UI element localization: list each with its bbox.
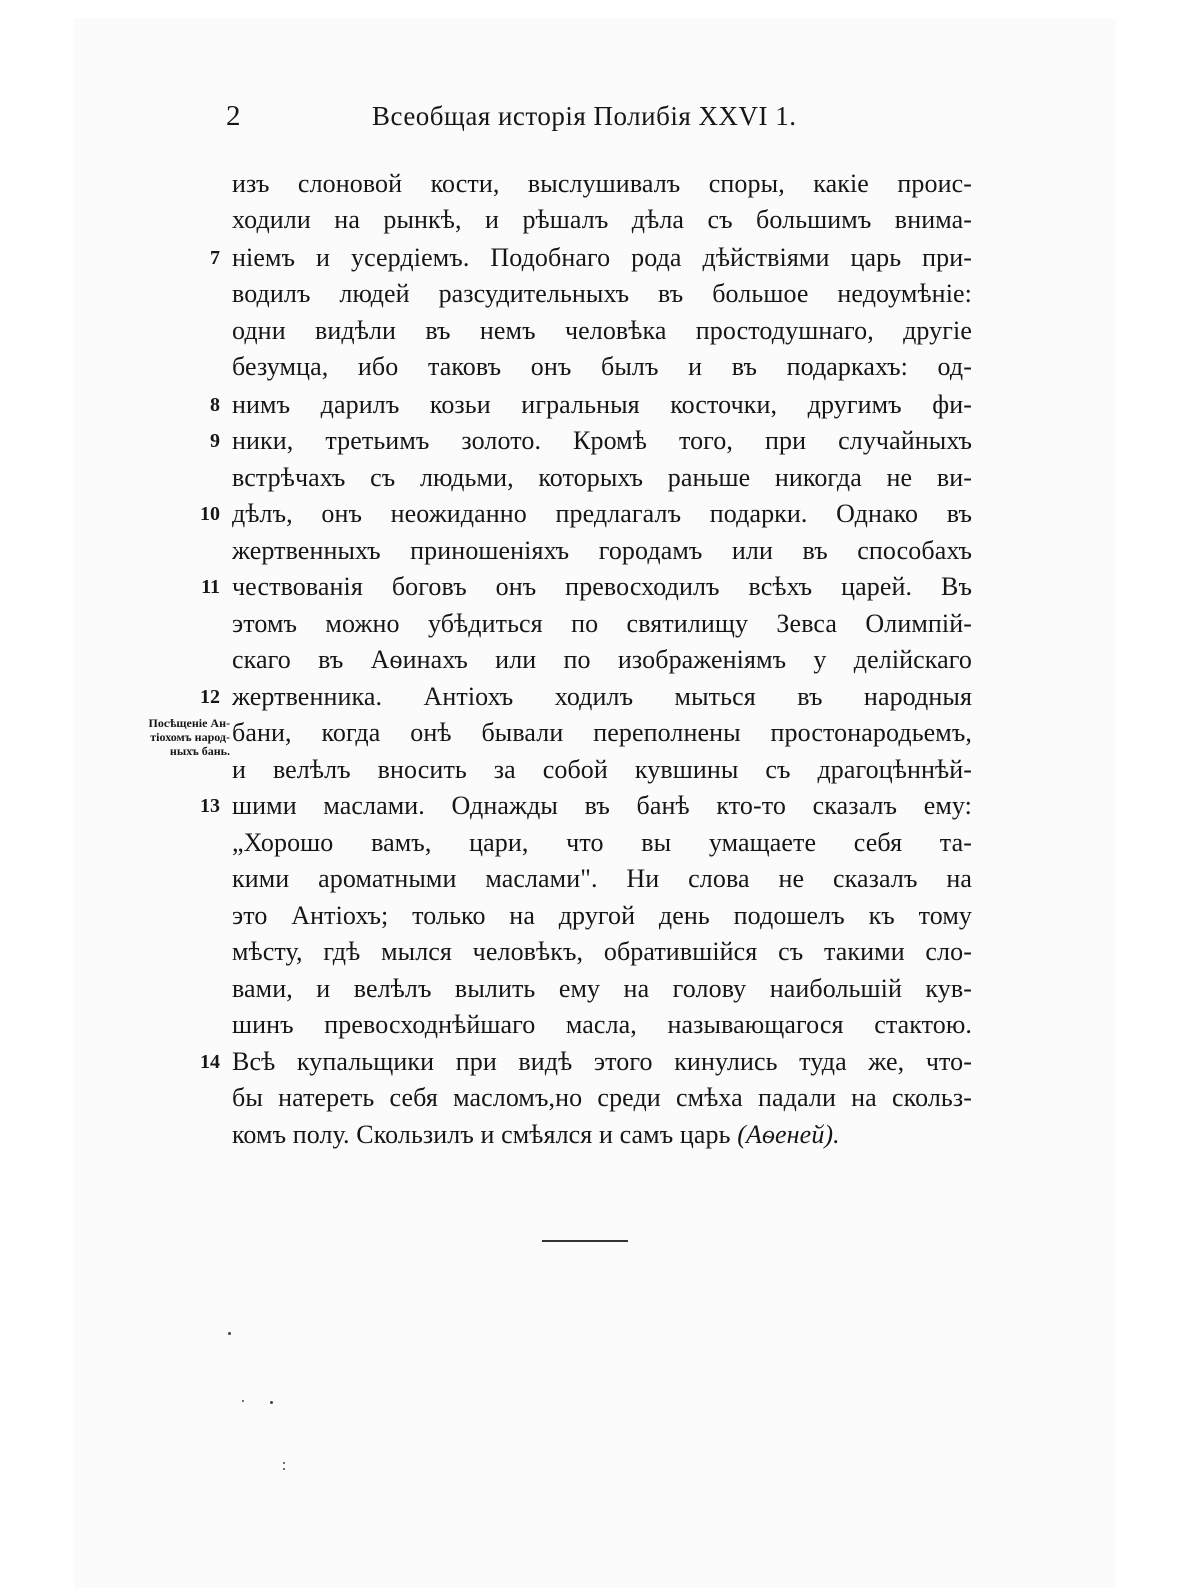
- scan-speck: [270, 1401, 273, 1404]
- text-line: одни видѣли въ немъ человѣка простодушнаго, другіе: [232, 316, 972, 345]
- text-line: шими маслами. Однажды въ банѣ кто-то сказалъ ему:: [232, 791, 972, 820]
- text-line: чествованія боговъ онъ превосходилъ всѣхъ царей. Въ: [232, 572, 972, 601]
- text-line: „Хорошо вамъ, цари, что вы умащаете себя та-: [232, 828, 972, 857]
- margin-note-line: тіохомъ народ-: [150, 730, 230, 744]
- text-line: ніемъ и усердіемъ. Подобнаго рода дѣйствіями царь при-: [232, 243, 972, 272]
- text-line: ходили на рынкѣ, и рѣшалъ дѣла съ большимъ внима-: [232, 205, 972, 234]
- text-line: жертвенныхъ приношеніяхъ городамъ или въ способахъ: [232, 536, 972, 565]
- page-number: 2: [226, 100, 241, 132]
- text-line: и велѣлъ вносить за собой кувшины съ драгоцѣннѣй-: [232, 755, 972, 784]
- end-separator: [542, 1240, 628, 1242]
- text-line: кими ароматными маслами". Ни слова не сказалъ на: [232, 864, 972, 893]
- scan-speck: [228, 1332, 231, 1335]
- margin-note-line: ныхъ бань.: [169, 744, 230, 758]
- text-line-content: комъ полу. Скользилъ и смѣялся и самъ царь: [232, 1120, 731, 1149]
- text-line: изъ слоновой кости, выслушивалъ споры, какіе проис-: [232, 169, 972, 198]
- scan-speck: [283, 1462, 285, 1464]
- text-line: бы натереть себя масломъ,но среди смѣха падали на скольз-: [232, 1083, 972, 1112]
- text-line-last: [232, 1115, 972, 1155]
- margin-note-line: Посѣщеніе Ан-: [148, 716, 230, 730]
- text-line: безумца, ибо таковъ онъ былъ и въ подаркахъ: од-: [232, 352, 972, 381]
- text-line: нимъ дарилъ козьи игральныя косточки, другимъ фи-: [232, 390, 972, 419]
- verse-number: 7: [210, 247, 220, 269]
- text-line: ники, третьимъ золото. Кромѣ того, при случайныхъ: [232, 426, 972, 455]
- verse-number: 13: [200, 795, 220, 817]
- verse-number: 14: [200, 1051, 220, 1073]
- text-line: скаго въ Аѳинахъ или по изображеніямъ у делійскаго: [232, 645, 972, 674]
- verse-number: 11: [201, 576, 220, 598]
- verse-number: 8: [210, 394, 220, 416]
- text-line: жертвенника. Антіохъ ходилъ мыться въ народныя: [232, 682, 972, 711]
- text-line: это Антіохъ; только на другой день подошелъ къ тому: [232, 901, 972, 930]
- verse-number: 12: [200, 686, 220, 708]
- running-title: Всеобщая исторія Полибія XXVI 1.: [372, 101, 797, 131]
- page-header: [0, 96, 1191, 136]
- scan-speck: [242, 1400, 244, 1402]
- verse-number: 9: [210, 430, 220, 452]
- source-attribution: (Аѳеней).: [737, 1120, 840, 1149]
- text-line: шинъ превосходнѣйшаго масла, называющагося стактою.: [232, 1010, 972, 1039]
- verse-number: 10: [200, 503, 220, 525]
- text-line: Всѣ купальщики при видѣ этого кинулись туда же, что-: [232, 1047, 972, 1076]
- margin-note: [108, 716, 230, 758]
- text-line: дѣлъ, онъ неожиданно предлагалъ подарки. Однако въ: [232, 499, 972, 528]
- text-line: этомъ можно убѣдиться по святилищу Зевса Олимпій-: [232, 609, 972, 638]
- text-line: вами, и велѣлъ вылить ему на голову наибольшій кув-: [232, 974, 972, 1003]
- text-line: мѣсту, гдѣ мылся человѣкъ, обратившійся съ такими сло-: [232, 937, 972, 966]
- text-line: водилъ людей разсудительныхъ въ большое недоумѣніе:: [232, 279, 972, 308]
- text-line: бани, когда онѣ бывали переполнены простонародьемъ,: [232, 718, 972, 747]
- text-line: встрѣчахъ съ людьми, которыхъ раньше никогда не ви-: [232, 463, 972, 492]
- scan-speck: [283, 1468, 285, 1470]
